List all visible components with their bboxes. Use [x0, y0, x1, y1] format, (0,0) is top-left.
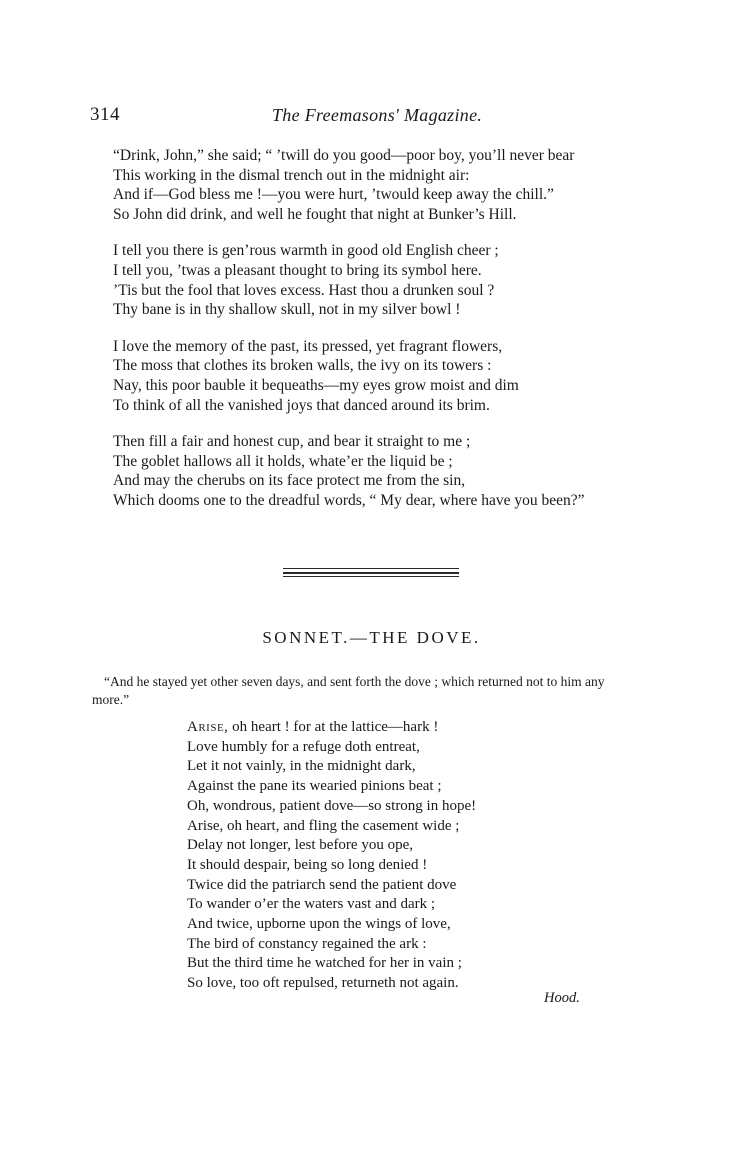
sonnet-first-word: Arise,	[187, 719, 229, 735]
poem-line: I love the memory of the past, its pressed, yet fragrant flowers,	[113, 337, 503, 355]
poem-line: The moss that clothes its broken walls, the ivy on its towers :	[113, 357, 492, 375]
sonnet-line: But the third time he watched for her in vain ;	[187, 955, 462, 972]
poem-line: I tell you there is gen’rous warmth in good old English cheer ;	[113, 242, 499, 260]
poem-line: Thy bane is in thy shallow skull, not in my silver bowl !	[113, 301, 461, 319]
poem-stanza	[113, 337, 653, 415]
sonnet-epigraph: “And he stayed yet other seven days, and sent forth the dove ; which returned not to him any more.”	[92, 674, 605, 707]
poem-line: Which dooms one to the dreadful words, “ My dear, where have you been?”	[113, 491, 585, 509]
sonnet-line: Oh, wondrous, patient dove—so strong in hope!	[187, 797, 477, 814]
poem-stanza	[113, 241, 653, 319]
sonnet-line: The bird of constancy regained the ark :	[187, 935, 427, 952]
running-head: The Freemasons' Magazine.	[272, 105, 483, 125]
poem-line: To think of all the vanished joys that danced around its brim.	[113, 396, 490, 414]
sonnet-line: So love, too oft repulsed, returneth not again.	[187, 975, 459, 992]
poem-line: And may the cherubs on its face protect me from the sin,	[113, 472, 466, 490]
section-divider-rule	[283, 572, 459, 574]
sonnet-line: Delay not longer, lest before you ope,	[187, 837, 413, 854]
sonnet-first-line-rest: oh heart ! for at the lattice—hark !	[228, 719, 439, 735]
sonnet-line: Love humbly for a refuge doth entreat,	[187, 738, 420, 755]
sonnet-title: SONNET.—THE DOVE.	[262, 628, 481, 647]
sonnet-line: To wander o’er the waters vast and dark ;	[187, 896, 436, 913]
section-divider-rule	[283, 568, 459, 569]
sonnet-line: It should despair, being so long denied !	[187, 856, 428, 873]
poem-line: So John did drink, and well he fought that night at Bunker’s Hill.	[113, 205, 517, 223]
section-divider-rule	[283, 576, 459, 577]
sonnet-line: Let it not vainly, in the midnight dark,	[187, 758, 416, 775]
sonnet-poem	[187, 718, 587, 994]
sonnet-line: And twice, upborne upon the wings of love,	[187, 916, 451, 933]
page-header	[90, 104, 650, 130]
poem-line: “Drink, John,” she said; “ ’twill do you good—poor boy, you’ll never bear	[113, 147, 575, 164]
sonnet-first-line	[187, 718, 587, 738]
poem-line: Nay, this poor bauble it bequeaths—my eyes grow moist and dim	[113, 376, 519, 394]
drinking-poem	[113, 146, 653, 528]
author-signature: Hood.	[544, 990, 580, 1006]
poem-line: I tell you, ’twas a pleasant thought to bring its symbol here.	[113, 261, 482, 279]
poem-line: The goblet hallows all it holds, whate’er the liquid be ;	[113, 452, 453, 470]
page-number: 314	[90, 104, 120, 125]
sonnet-line: Twice did the patriarch send the patient dove	[187, 876, 457, 893]
poem-line: And if—God bless me !—you were hurt, ’twould keep away the chill.”	[113, 186, 554, 204]
poem-stanza	[113, 146, 653, 224]
poem-stanza	[113, 432, 653, 510]
poem-line: This working in the dismal trench out in the midnight air:	[113, 166, 470, 184]
sonnet-line: Arise, oh heart, and fling the casement wide ;	[187, 817, 460, 834]
sonnet-line: Against the pane its wearied pinions beat ;	[187, 778, 442, 795]
poem-line: Then fill a fair and honest cup, and bear it straight to me ;	[113, 433, 471, 451]
poem-line: ’Tis but the fool that loves excess. Hast thou a drunken soul ?	[113, 281, 495, 299]
